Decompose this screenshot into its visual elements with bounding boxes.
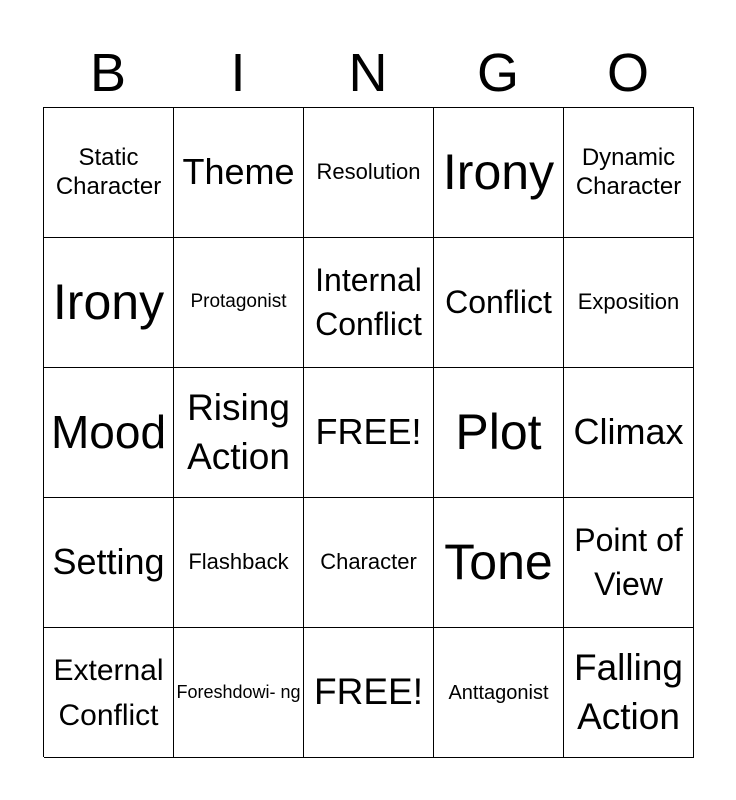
cell-label: Theme (182, 151, 295, 193)
bingo-cell[interactable] (174, 108, 304, 238)
header-letter-n: N (348, 43, 388, 103)
bingo-cell[interactable] (304, 498, 434, 628)
bingo-cell[interactable] (44, 628, 174, 758)
bingo-cell[interactable] (564, 628, 694, 758)
cell-label: Point of View (574, 522, 683, 602)
bingo-cell[interactable] (434, 368, 564, 498)
cell-label: Internal Conflict (315, 262, 422, 342)
cell-label: Falling Action (574, 647, 683, 737)
bingo-cell[interactable] (44, 238, 174, 368)
free-space-label: FREE! (315, 411, 422, 453)
bingo-cell[interactable] (564, 108, 694, 238)
cell-label: Irony (442, 144, 555, 200)
cell-label: Resolution (316, 159, 421, 185)
cell-label: Setting (52, 541, 165, 583)
cell-label: Irony (52, 274, 165, 330)
cell-label: Plot (455, 404, 542, 460)
bingo-cell[interactable] (174, 238, 304, 368)
bingo-cell[interactable] (434, 498, 564, 628)
bingo-header (43, 40, 693, 106)
bingo-cell[interactable] (304, 238, 434, 368)
bingo-cell[interactable] (44, 498, 174, 628)
cell-label: Anttagonist (448, 681, 549, 704)
cell-label: Exposition (577, 289, 680, 315)
bingo-cell[interactable] (304, 108, 434, 238)
header-letter-o: O (606, 43, 649, 103)
cell-label: Protagonist (190, 291, 287, 313)
bingo-cell[interactable] (174, 628, 304, 758)
bingo-cell[interactable] (434, 628, 564, 758)
header-letter-i: I (230, 43, 246, 103)
free-space-label: FREE! (314, 671, 423, 713)
free-space-cell[interactable] (304, 368, 434, 498)
cell-label: Conflict (445, 283, 552, 320)
header-letter-b: B (89, 43, 127, 103)
cell-label: Static Character (55, 143, 162, 200)
cell-label: Flashback (188, 549, 289, 575)
cell-label: Mood (50, 406, 167, 459)
free-space-cell[interactable] (304, 628, 434, 758)
bingo-cell[interactable] (564, 238, 694, 368)
bingo-cell[interactable] (44, 368, 174, 498)
cell-label: Character (320, 549, 417, 575)
bingo-cell[interactable] (174, 498, 304, 628)
cell-label: External Conflict (53, 653, 164, 732)
cell-label: Tone (444, 534, 553, 590)
bingo-cell[interactable] (434, 238, 564, 368)
bingo-cell[interactable] (434, 108, 564, 238)
bingo-cell[interactable] (44, 108, 174, 238)
bingo-cell[interactable] (174, 368, 304, 498)
bingo-cell[interactable] (564, 498, 694, 628)
cell-label: Rising Action (187, 387, 290, 477)
bingo-grid (43, 107, 694, 757)
cell-label: Dynamic Character (575, 143, 682, 200)
header-letter-g: G (476, 43, 519, 103)
cell-label: Climax (573, 411, 684, 453)
bingo-cell[interactable] (564, 368, 694, 498)
cell-label: Foreshdowi- ng (176, 681, 301, 702)
